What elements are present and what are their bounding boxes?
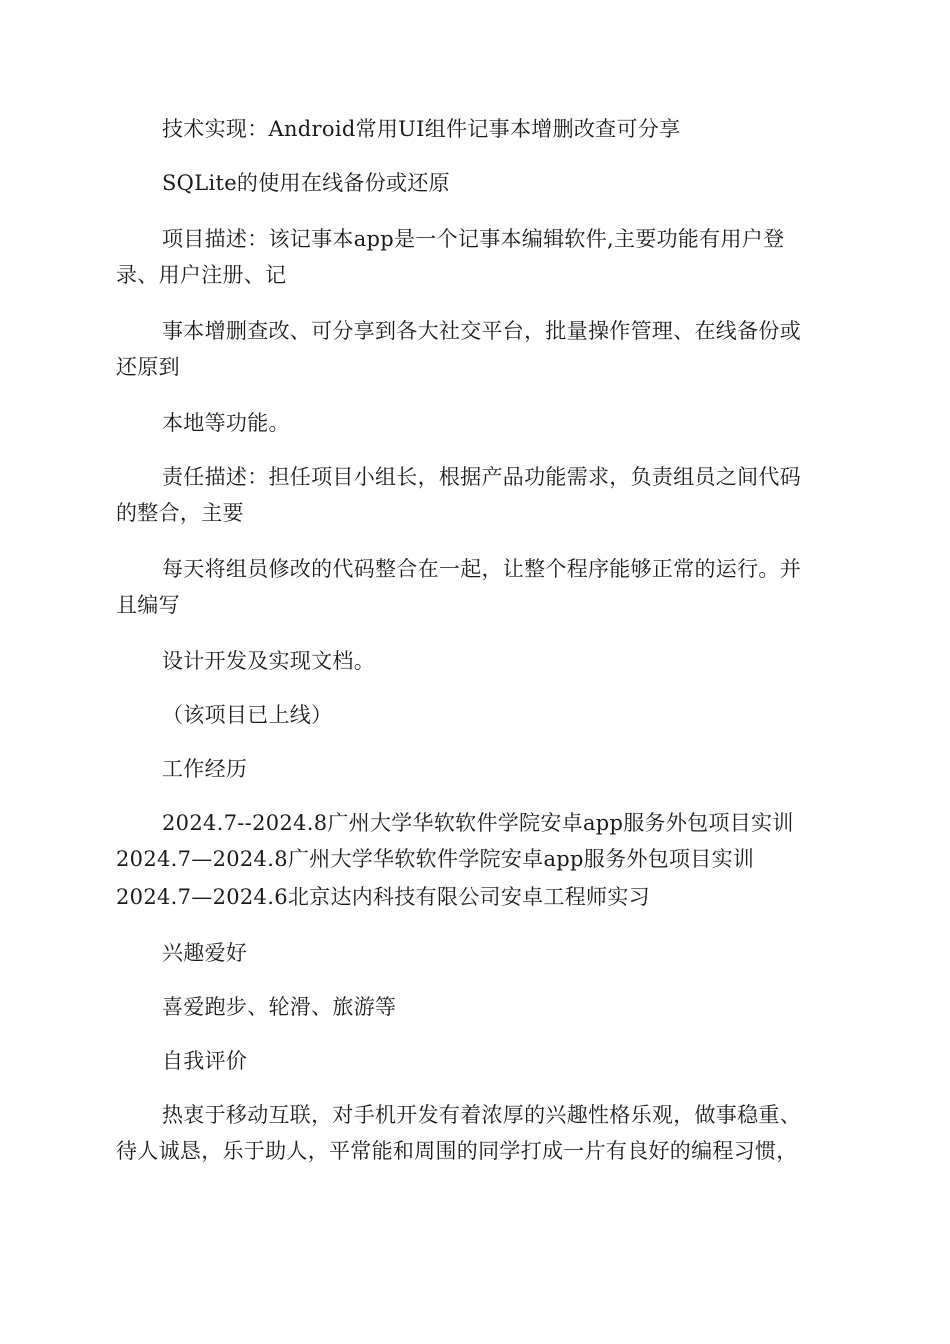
text-line-design-docs: 设计开发及实现文档。 (162, 649, 375, 673)
work-experience-item: 2024.7—2024.6北京达内科技有限公司安卓工程师实习 (116, 885, 650, 909)
text-line-tech-implementation: 技术实现：Android常用UI组件记事本增删改查可分享 (162, 117, 681, 141)
text-line-local-features: 本地等功能。 (162, 411, 290, 435)
text-line-notebook-features-cont: 还原到 (116, 355, 180, 379)
work-experience-item: 2024.7--2024.8广州大学华软软件学院安卓app服务外包项目实训 (162, 811, 794, 835)
text-line-project-description-cont: 录、用户注册、记 (116, 263, 287, 287)
text-line-self-evaluation-cont: 待人诚恳，乐于助人，平常能和周围的同学打成一片有良好的编程习惯， (116, 1139, 798, 1163)
text-line-self-evaluation: 热衷于移动互联，对手机开发有着浓厚的兴趣性格乐观，做事稳重、 (162, 1103, 801, 1127)
text-line-sqlite: SQLite的使用在线备份或还原 (162, 171, 450, 195)
section-heading-work-experience: 工作经历 (162, 757, 248, 781)
text-line-project-online: （该项目已上线） (162, 703, 333, 727)
section-heading-hobbies: 兴趣爱好 (162, 941, 248, 965)
text-line-responsibility: 责任描述：担任项目小组长，根据产品功能需求，负责组员之间代码 (162, 465, 801, 489)
text-line-daily-integration-cont: 且编写 (116, 593, 180, 617)
section-heading-self-evaluation: 自我评价 (162, 1049, 248, 1073)
text-line-project-description: 项目描述：该记事本app是一个记事本编辑软件,主要功能有用户登 (162, 227, 785, 251)
text-line-responsibility-cont: 的整合，主要 (116, 501, 244, 525)
text-line-notebook-features: 事本增删查改、可分享到各大社交平台，批量操作管理、在线备份或 (162, 319, 801, 343)
text-line-daily-integration: 每天将组员修改的代码整合在一起，让整个程序能够正常的运行。并 (162, 557, 801, 581)
work-experience-item: 2024.7—2024.8广州大学华软软件学院安卓app服务外包项目实训 (116, 847, 755, 871)
text-line-hobbies: 喜爱跑步、轮滑、旅游等 (162, 995, 397, 1019)
